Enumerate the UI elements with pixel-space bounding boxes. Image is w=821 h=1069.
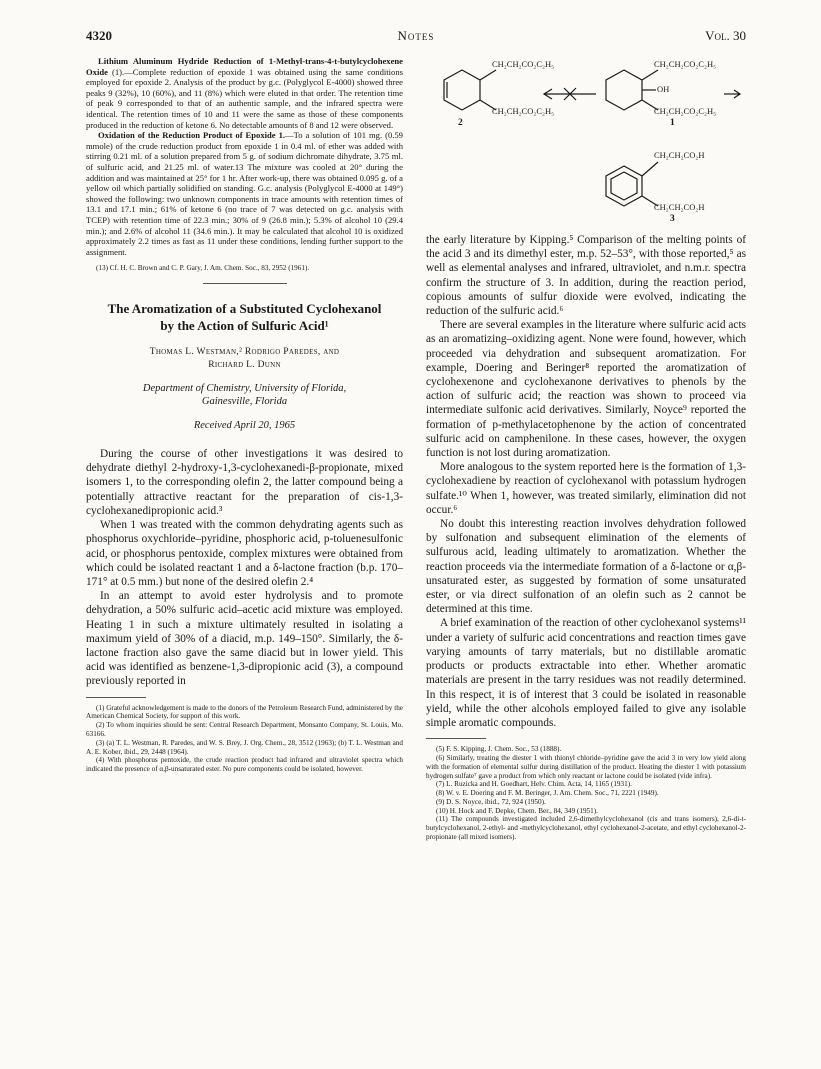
footnote-7: (7) L. Ruzicka and H. Goedhart, Helv. Chim. Acta, 14, 1165 (1931). [436,780,632,789]
substituent-label: CH₂CH₂CO₂C₂H₅ [492,59,555,69]
substituent-label: CH₂CH₂CO₂C₂H₅ [654,59,717,69]
para-text: —To a solution of 101 mg. (0.59 mmole) of the crude reduction product from epoxide 1 in 0.4 ml. of ether was added with stirring 0.21 ml. of a solution prepared from 5 g. of sodium dichromate dihydrate, 3.75 ml. of sulfuric acid, and 21.25 ml. of water.13 The mixture was cooled at 20° during the addition and was maintained at 25° for 1 hr. After work-up, there was obtained 0.095 g. of a yellow oil which partially solidified on standing. G.c. analysis (Polyglycol E-4000 at 149°) showed the following: two unknown components in trace amounts with retention times of 13.1 and 17.1 min.; 61% of ketone 6 (no trace of 7 was detected on g.c. analysis with TCEP) with retention time of 22.3 min.; 30% of 9 (26.8 min.); 5.3% of alcohol 10 (29.4 min.); and 2.6% of alcohol 11 (34.6 min.). It may be calculated that alcohol 10 is oxidized approximately 2.2 times as fast as 11 under these conditions, lending further support to the assignment. [86,130,403,257]
section-title: Notes [397,28,435,43]
body-paragraph: When 1 was treated with the common dehydrating agents such as phosphorus oxychloride–pyridine, phosphoric acid, p-toluenesulfonic acid, or phosphorus pentoxide, complex mixtures were obtained from which could be isolated reactant 1 and a δ-lactone fraction (b.p. 170–171° at 0.5 mm.) but none of the desired olefin 2.⁴ [86,519,403,588]
page-header [86,28,746,44]
substituent-label: CH₂CH₂CO₂H [654,150,705,160]
substituent-label: CH₂CH₂CO₂C₂H₅ [492,106,555,116]
blocked-arrow [544,88,596,100]
compound-2-ring [444,70,496,110]
footnote-3: (3) (a) T. L. Westman, R. Paredes, and W. S. Brey, J. Org. Chem., 28, 3512 (1963); (b) T. L. Westman and A. E. Kober, ibid., 29, 2448 (1964). [86,738,403,756]
footnote-6: (6) Similarly, treating the diester 1 with thionyl chloride–pyridine gave the acid 3 in very low yield along with the formation of elemental sulfur during distillation of the product. Heating the diester 1 with potassium hydrogen sulfate⁷ gave a product from which only reactant or lactone could be isolated (vide infra). [426,753,746,780]
substituent-label: CH₂CH₂CO₂C₂H₅ [654,106,717,116]
affiliation-line2: Gainesville, Florida [201,396,288,408]
body-paragraph: There are several examples in the literature where sulfuric acid acts as an aromatizing–oxidizing agent. None were found, however, which proceeded via dehydration and subsequent aromatization. For example, Doering and Beringer⁸ reported the aromatization of cyclohexenone and cyclohexanone derivatives to phenols by the action of sulfuric acid; the reaction was shown to proceed via intermediate sulfonic acid derivatives. Similarly, Noyce⁹ reported the formation of p-methylacetophenone by the action of concentrated sulfuric acid on camphenilone. In these cases, however, the oxygen function is not lost during aromatization. [426,319,746,460]
article-title-line2: by the Action of Sulfuric Acid¹ [160,318,329,334]
body-paragraph: More analogous to the system reported here is the formation of 1,3-cyclohexadiene by reaction of cyclohexanol with potassium hydrogen sulfate.¹⁰ When 1, however, was treated similarly, elimination did not occur.⁶ [426,461,746,516]
authors-line1: Thomas L. Westman,² Rodrigo Paredes, and [149,347,340,358]
footnote-8: (8) W. v. E. Doering and F. M. Beringer, J. Am. Chem. Soc., 71, 2221 (1949). [436,789,659,798]
volume-label: Vol. 30 [705,28,746,43]
body-paragraph: During the course of other investigations it was desired to dehydrate diethyl 2-hydroxy-1,3-cyclohexanedi-β-propionate, mixed isomers 1, to the corresponding olefin 2, the latter compound being a potentially attractive reactant for the preparation of cis-1,3-cyclohexanedipropionic acid.³ [86,448,403,517]
authors [86,346,403,372]
left-column [86,56,403,774]
body-paragraph: the early literature by Kipping.⁵ Comparison of the melting points of the acid 3 and its dimethyl ester, m.p. 52–53°, with those reported,⁵ as well as elemental analyses and infrared, ultraviolet, and n.m.r. spectra confirm the structure of 3. In addition, during the reaction period, copious amounts of sulfur dioxide were evolved, indicating the reduction of the sulfuric acid.⁶ [426,234,746,318]
reaction-scheme [426,56,746,232]
substituent-label: CH₂CH₂CO₂H [654,202,705,212]
footnote-9: (9) D. S. Noyce, ibid., 72, 924 (1950). [436,797,546,806]
hydroxyl-label: OH [657,84,670,94]
footnote-5: (5) F. S. Kipping, J. Chem. Soc., 53 (1888). [436,745,562,754]
footnote-11: (11) The compounds investigated included 2,6-dimethylcyclohexanol (cis and trans isomers), 2,6-di-t-butylcyclohexanol, 2-ethyl- and -methylcyclohexanol, ethyl cyclohexanol-2-acetate, and ethyl cyclohexanol-2-propionate (all mixed isomers). [426,815,746,842]
para-heading: Lithium Aluminum Hydride Reduction of 1-Methyl-trans-4-t-butylcyclohexene Oxide [86,56,403,77]
footnote-divider [86,697,146,698]
footnote-13: (13) Cf. H. C. Brown and C. P. Gary, J. Am. Chem. Soc., 83, 2952 (1961). [96,264,310,273]
compound-1-ring [606,70,658,110]
forward-arrow [724,90,740,98]
experimental-para-1 [86,56,403,130]
right-column [426,233,746,842]
compound-number: 2 [458,118,463,128]
footnote-10: (10) H. Hock and F. Depke, Chem. Ber., 84, 349 (1951). [436,806,598,815]
affiliation [86,382,403,408]
body-paragraph: A brief examination of the reaction of other cyclohexanol systems¹¹ under a variety of sulfuric acid concentrations and reaction times gave varying amounts of tarry materials, but no distillable aromatic products or products extractable into ether. Whether aromatic materials are present in the tarry residues was not readily determined. In this respect, it is of interest that 3 could be isolated in reasonable yield, while the other alcohols employed failed to give any isolable simple aromatic compounds. [426,617,746,729]
compound-number: 1 [670,118,675,128]
footnote-1: (1) Grateful acknowledgement is made to the donors of the Petroleum Research Fund, administered by the American Chemical Society, for support of this work. [86,703,403,721]
experimental-para-2 [86,130,403,257]
authors-line2: Richard L. Dunn [208,360,281,371]
footnote-4: (4) With phosphorus pentoxide, the crude reaction product had infrared and ultraviolet spectra which indicated the presence of α,β-unsaturated ester. No pure components could be isolated, however. [86,756,403,774]
affiliation-line1: Department of Chemistry, University of Florida, [142,383,347,395]
para-heading: Oxidation of the Reduction Product of Epoxide 1. [98,130,286,141]
compound-3-ring [606,162,658,206]
page-number: 4320 [86,28,112,43]
para-text: (1).—Complete reduction of epoxide 1 was obtained using the same conditions employed for epoxide 2. Analysis of the product by g.c. (Polyglycol E-4000) showed three peaks 9 (32%), 10 (60%), and 11 (8%) which were eluted in that order. The retention time of peak 9 corresponded to that of an authentic sample, and the infrared spectra were identical. The retention times of 10 and 11 were the same as those of these components produced in the reduction of ketone 6. No detectable amounts of 8 and 12 were observed. [86,66,403,130]
section-divider [203,283,287,284]
body-paragraph: In an attempt to avoid ester hydrolysis and to promote dehydration, a 50% sulfuric acid–acetic acid mixture was employed. Heating 1 in such a mixture ultimately resulted in isolating a maximum yield of 30% of a diacid, m.p. 149–150°. Similarly, the δ-lactone fraction also gave the same diacid but in lower yield. This acid was identified as benzene-1,3-dipropionic acid (3), a compound previously reported in [86,590,403,688]
footnote-divider [426,738,486,739]
compound-number: 3 [670,214,675,224]
article-title [86,300,403,334]
received-date: Received April 20, 1965 [193,420,296,432]
footnote-2: (2) To whom inquiries should be sent: Central Research Department, Monsanto Company, St. Louis, Mo. 63166. [86,721,403,738]
body-paragraph: No doubt this interesting reaction involves dehydration followed by sulfonation and subsequent elimination of the elements of sulfurous acid, leading ultimately to aromatization. Whether the reaction proceeds via the intermediate formation of a δ-lactone or α,β-unsaturated ester, as suggested by formation of some unsaturated ester, or via direct sulfonation of an olefin such as 2 cannot be determined at this time. [426,518,746,616]
article-title-line1: The Aromatization of a Substituted Cyclohexanol [107,301,382,317]
